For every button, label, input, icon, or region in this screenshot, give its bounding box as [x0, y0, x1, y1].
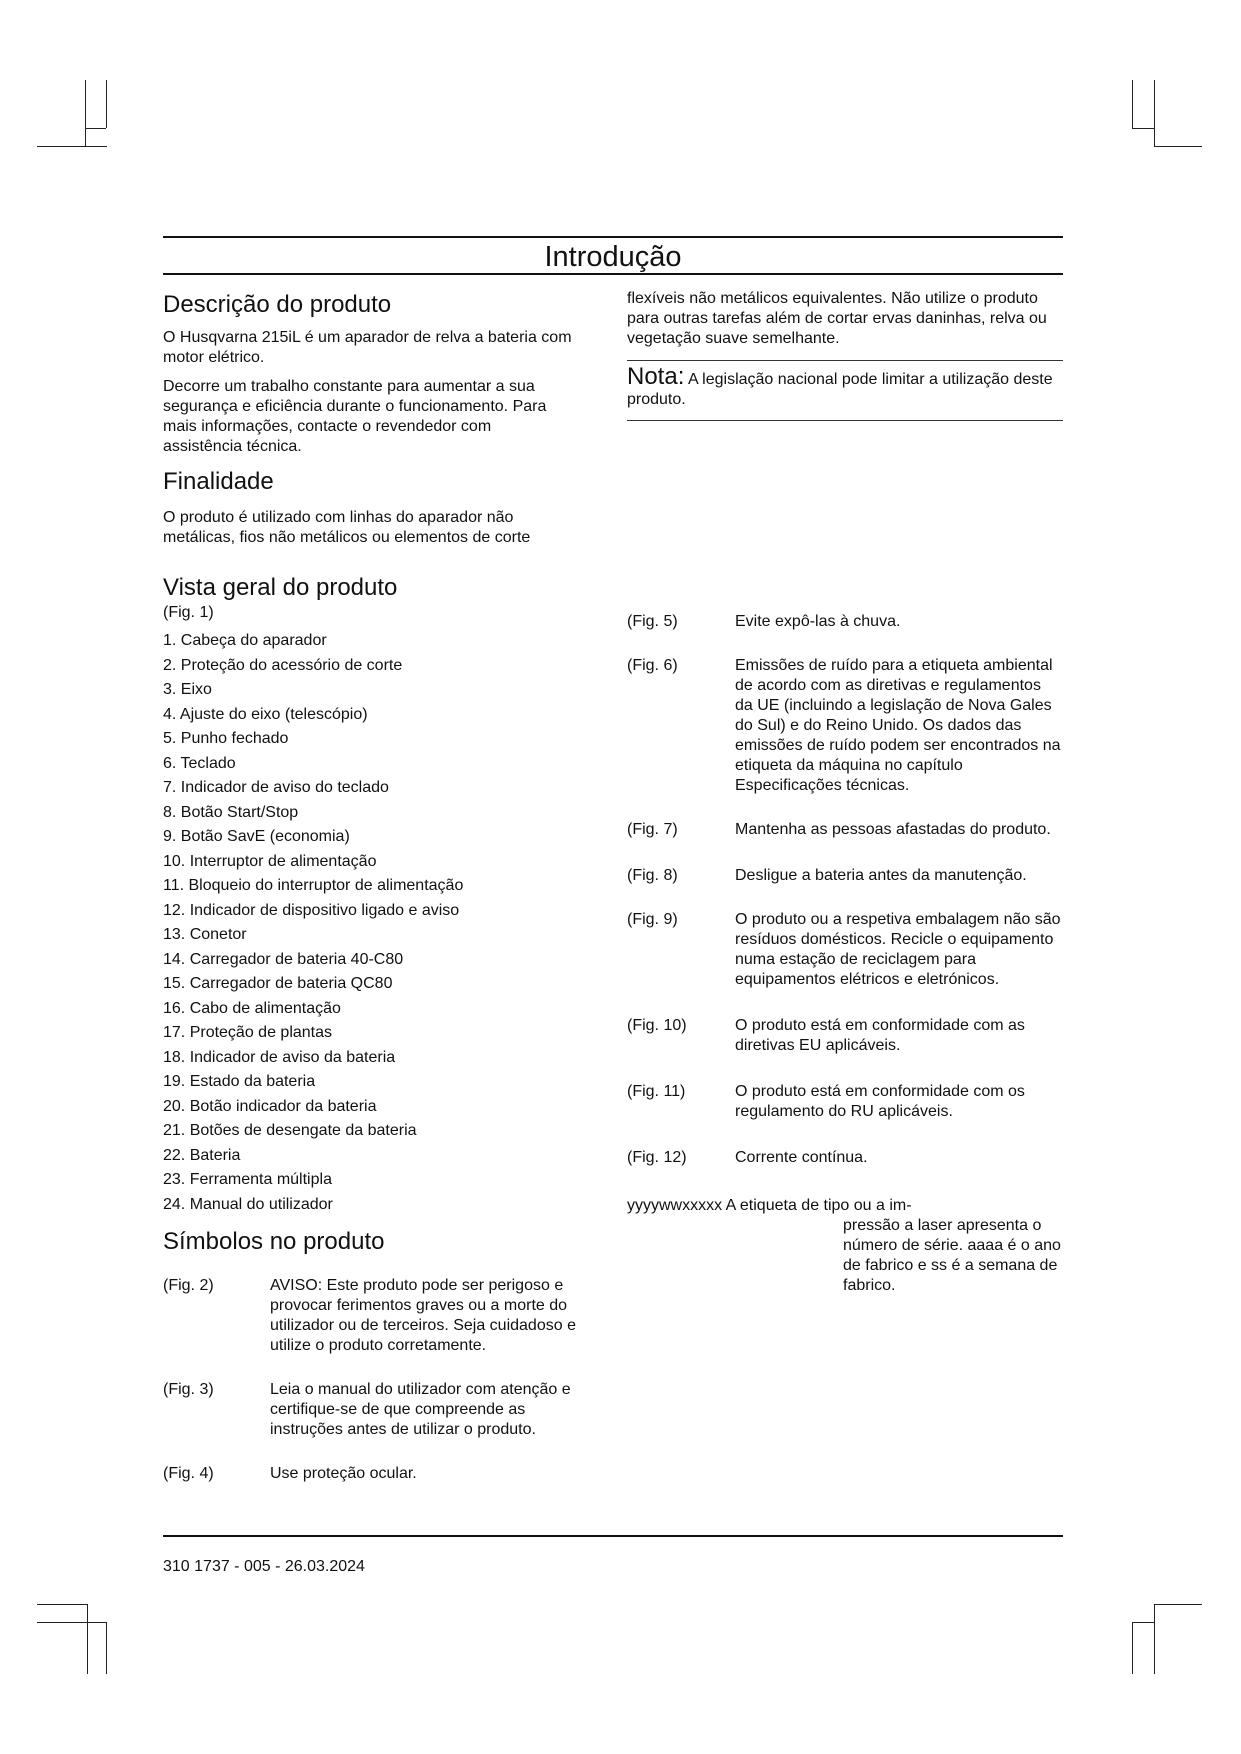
symbol-fig-ref: (Fig. 12)	[627, 1149, 687, 1166]
serial-number-first-line	[627, 1196, 1063, 1216]
crop-mark	[37, 146, 107, 147]
section-heading-descricao: Descrição do produto	[163, 291, 392, 318]
symbol-description: AVISO: Este produto pode ser perigoso e provocar ferimentos graves ou a morte do utilizador ou de terceiros. Seja cuidadoso e utilize o produto corretamente.	[270, 1277, 576, 1354]
list-item: 15. Carregador de bateria QC80	[163, 975, 393, 992]
symbol-fig-ref: (Fig. 3)	[163, 1381, 214, 1398]
symbol-fig-ref: (Fig. 5)	[627, 613, 678, 630]
crop-mark	[1154, 80, 1155, 146]
list-item: 11. Bloqueio do interruptor de alimentação	[163, 877, 464, 894]
crop-mark	[85, 128, 106, 129]
symbol-fig-ref: (Fig. 11)	[627, 1083, 686, 1100]
symbol-entry	[627, 656, 1063, 796]
symbol-entry	[627, 612, 1063, 632]
crop-mark	[1132, 1622, 1154, 1623]
list-item: 5. Punho fechado	[163, 730, 289, 747]
symbol-description: Desligue a bateria antes da manutenção.	[735, 867, 1027, 884]
symbol-description: O produto está em conformidade com as diretivas EU aplicáveis.	[735, 1017, 1025, 1054]
section-heading-finalidade: Finalidade	[163, 468, 274, 495]
symbol-entry	[627, 866, 1063, 886]
list-item: 4. Ajuste do eixo (telescópio)	[163, 705, 368, 723]
symbol-description: Evite expô-las à chuva.	[735, 613, 901, 630]
crop-mark	[1154, 1604, 1155, 1674]
symbol-description: O produto ou a respetiva embalagem não são resíduos domésticos. Recicle o equipamento numa estação de reciclagem para equipamentos elétricos e eletrónicos.	[735, 911, 1061, 988]
symbol-fig-ref: (Fig. 4)	[163, 1465, 214, 1482]
note-label: Nota:	[627, 363, 685, 390]
crop-mark	[37, 1604, 87, 1605]
overview-fig-ref: (Fig. 1)	[163, 604, 214, 621]
crop-mark	[106, 80, 107, 128]
descricao-paragraph: Decorre um trabalho constante para aumentar a sua segurança e eficiência durante o funcionamento. Para mais informações, contacte o revendedor com assistência técnica.	[163, 378, 547, 455]
footer-rule	[163, 1535, 1063, 1537]
crop-mark	[37, 1622, 107, 1623]
list-item: 21. Botões de desengate da bateria	[163, 1122, 417, 1139]
serial-text: A etiqueta de tipo ou a im-	[725, 1197, 912, 1214]
symbol-description: Emissões de ruído para a etiqueta ambiental de acordo com as diretivas e regulamentos da UE (incluindo a legislação de Nova Gales do Sul) e do Reino Unido. Os dados das emissões de ruído podem ser encontrados na etiqueta da máquina no capítulo Especificações técnicas.	[735, 657, 1061, 794]
list-item: 14. Carregador de bateria 40-C80	[163, 950, 404, 968]
list-item: 9. Botão SavE (economia)	[163, 828, 350, 845]
header-bottom-rule	[163, 273, 1063, 275]
footer-doc-id: 310 1737 - 005 - 26.03.2024	[163, 1558, 365, 1575]
symbol-entry	[163, 1380, 593, 1440]
crop-mark	[85, 80, 86, 146]
finalidade-paragraph-continued: flexíveis não metálicos equivalentes. Não utilize o produto para outras tarefas além de cortar ervas daninhas, relva ou vegetação suave semelhante.	[627, 290, 1047, 347]
symbols-left	[163, 1228, 593, 1484]
section-heading-simbolos: Símbolos no produto	[163, 1228, 385, 1255]
serial-number-note	[627, 1196, 1063, 1296]
symbol-entry	[627, 910, 1063, 990]
list-item: 6. Teclado	[163, 754, 236, 772]
symbols-right	[627, 612, 1063, 1296]
symbol-fig-ref: (Fig. 7)	[627, 821, 678, 838]
symbol-fig-ref: (Fig. 10)	[627, 1017, 687, 1034]
symbol-entry	[627, 1016, 1063, 1056]
serial-text-continued: pressão a laser apresenta o número de série. aaaa é o ano de fabrico e ss é a semana de fabrico.	[843, 1217, 1061, 1294]
crop-mark	[1132, 1622, 1133, 1674]
symbol-entry	[627, 1082, 1063, 1122]
list-item: 22. Bateria	[163, 1146, 241, 1164]
symbol-description: Leia o manual do utilizador com atenção e certifique-se de que compreende as instruções antes de utilizar o produto.	[270, 1381, 571, 1438]
symbol-description: Mantenha as pessoas afastadas do produto.	[735, 821, 1051, 838]
list-item: 1. Cabeça do aparador	[163, 632, 327, 649]
symbol-description: Use proteção ocular.	[270, 1465, 417, 1482]
crop-mark	[1132, 80, 1133, 128]
overview-list	[163, 629, 593, 1217]
serial-code: yyyywwxxxxx	[627, 1197, 723, 1214]
right-column-top	[627, 289, 1063, 421]
symbol-fig-ref: (Fig. 6)	[627, 657, 678, 674]
list-item: 23. Ferramenta múltipla	[163, 1171, 332, 1188]
symbol-entry	[163, 1276, 593, 1356]
list-item: 8. Botão Start/Stop	[163, 803, 299, 821]
descricao-paragraph: O Husqvarna 215iL é um aparador de relva a bateria com motor elétrico.	[163, 329, 572, 366]
list-item: 3. Eixo	[163, 681, 212, 698]
list-item: 16. Cabo de alimentação	[163, 999, 341, 1017]
list-item: 2. Proteção do acessório de corte	[163, 656, 403, 674]
list-item: 19. Estado da bateria	[163, 1073, 316, 1090]
symbol-fig-ref: (Fig. 8)	[627, 867, 678, 884]
product-overview	[163, 574, 593, 1217]
symbol-entry	[627, 1148, 1063, 1168]
note-top-rule	[627, 360, 1063, 361]
list-item: 10. Interruptor de alimentação	[163, 852, 377, 870]
symbol-description: O produto está em conformidade com os regulamento do RU aplicáveis.	[735, 1083, 1025, 1120]
note-bottom-rule	[627, 420, 1063, 421]
page-title: Introdução	[544, 241, 682, 273]
header-top-rule	[163, 236, 1063, 238]
list-item: 12. Indicador de dispositivo ligado e aviso	[163, 901, 460, 919]
list-item: 18. Indicador de aviso da bateria	[163, 1048, 396, 1066]
note-text: A legislação nacional pode limitar a utilização deste produto.	[627, 371, 1053, 408]
symbol-description: Corrente contínua.	[735, 1149, 868, 1166]
crop-mark	[1154, 146, 1202, 147]
list-item: 13. Conetor	[163, 926, 247, 943]
crop-mark	[1154, 1604, 1202, 1605]
crop-mark	[87, 1604, 88, 1674]
symbol-entry	[627, 820, 1063, 840]
crop-mark	[106, 1622, 107, 1674]
symbol-entry	[163, 1464, 593, 1484]
list-item: 7. Indicador de aviso do teclado	[163, 779, 389, 796]
list-item: 20. Botão indicador da bateria	[163, 1097, 377, 1115]
left-column-top	[163, 291, 573, 548]
crop-mark	[1132, 128, 1154, 129]
symbol-fig-ref: (Fig. 9)	[627, 911, 678, 928]
finalidade-paragraph: O produto é utilizado com linhas do aparador não metálicas, fios não metálicos ou elementos de corte	[163, 509, 531, 546]
note	[627, 363, 1063, 410]
list-item: 17. Proteção de plantas	[163, 1024, 333, 1041]
symbol-fig-ref: (Fig. 2)	[163, 1277, 214, 1294]
section-heading-vista: Vista geral do produto	[163, 574, 398, 601]
list-item: 24. Manual do utilizador	[163, 1195, 333, 1213]
